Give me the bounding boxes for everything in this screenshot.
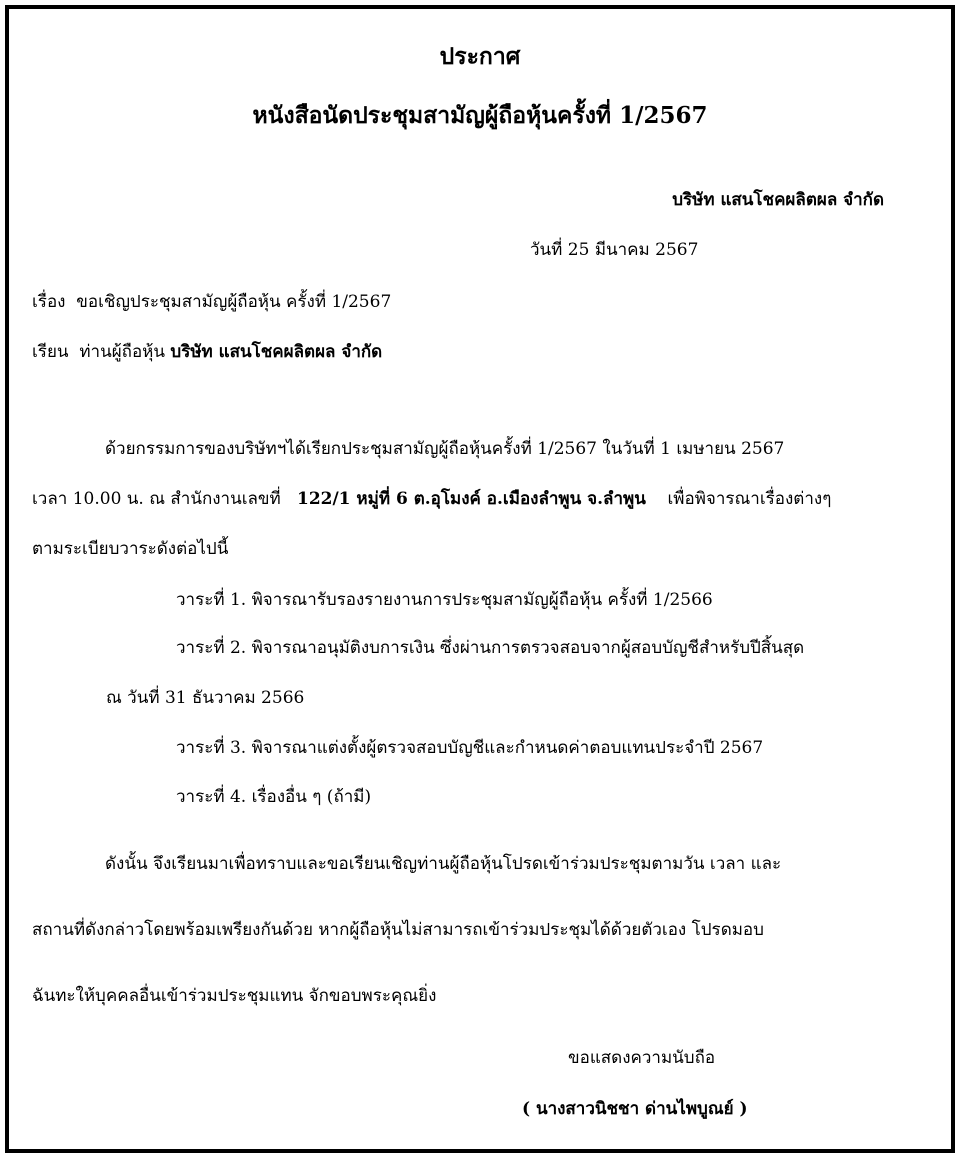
body-time-venue: เวลา 10.00 น. ณ สำนักงานเลขที่ xyxy=(32,489,281,509)
signature-regards: ขอแสดงความนับถือ xyxy=(568,1048,716,1068)
subject-text: ขอเชิญประชุมสามัญผู้ถือหุ้น ครั้งที่ 1/2567 xyxy=(76,292,392,312)
body-line-1: ด้วยกรรมการของบริษัทฯได้เรียกประชุมสามัญผู้ถือหุ้นครั้งที่ 1/2567 ในวันที่ 1 เมษายน 2567 xyxy=(105,439,785,459)
recipient-company: บริษัท แสนโชคผลิตผล จำกัด xyxy=(170,342,383,362)
agenda-item-2: วาระที่ 2. พิจารณาอนุมัติงบการเงิน ซึ่งผ่านการตรวจสอบจากผู้สอบบัญชีสำหรับปีสิ้นสุด xyxy=(176,638,805,658)
document-border xyxy=(5,5,955,1153)
body-purpose: เพื่อพิจารณาเรื่องต่างๆ xyxy=(667,489,832,509)
recipient-text: ท่านผู้ถือหุ้น xyxy=(79,342,166,362)
agenda-item-4: วาระที่ 4. เรื่องอื่น ๆ (ถ้ามี) xyxy=(176,787,372,807)
recipient-line xyxy=(32,340,382,364)
agenda-item-2-continued: ณ วันที่ 31 ธันวาคม 2566 xyxy=(106,688,305,708)
closing-line-3: ฉันทะให้บุคคลอื่นเข้าร่วมประชุมแทน จักขอบพระคุณยิ่ง xyxy=(32,986,437,1006)
meeting-address: 122/1 หมู่ที่ 6 ต.อุโมงค์ อ.เมืองลำพูน จ.ลำพูน xyxy=(296,489,646,509)
company-name: บริษัท แสนโชคผลิตผล จำกัด xyxy=(672,190,884,210)
body-line-2 xyxy=(32,487,831,511)
document-date: วันที่ 25 มีนาคม 2567 xyxy=(530,240,699,260)
subject-label: เรื่อง xyxy=(32,292,66,312)
announcement-title: หนังสือนัดประชุมสามัญผู้ถือหุ้นครั้งที่ 1/2567 xyxy=(252,102,708,129)
signature-name: ( นางสาวนิชชา ด่านไพบูณย์ ) xyxy=(522,1099,748,1119)
body-line-3: ตามระเบียบวาระดังต่อไปนี้ xyxy=(32,539,229,559)
closing-line-2: สถานที่ดังกล่าวโดยพร้อมเพรียงกันด้วย หากผู้ถือหุ้นไม่สามารถเข้าร่วมประชุมได้ด้วยตัวเอง โปรดมอบ xyxy=(32,920,764,940)
closing-line-1: ดังนั้น จึงเรียนมาเพื่อทราบและขอเรียนเชิญท่านผู้ถือหุ้นโปรดเข้าร่วมประชุมตามวัน เวลา และ xyxy=(105,854,782,874)
agenda-item-1: วาระที่ 1. พิจารณารับรองรายงานการประชุมสามัญผู้ถือหุ้น ครั้งที่ 1/2566 xyxy=(176,590,713,610)
recipient-label: เรียน xyxy=(32,342,69,362)
agenda-item-3: วาระที่ 3. พิจารณาแต่งตั้งผู้ตรวจสอบบัญชีและกำหนดค่าตอบแทนประจำปี 2567 xyxy=(176,738,764,758)
subject-line xyxy=(32,290,391,314)
announcement-heading: ประกาศ xyxy=(439,43,521,70)
